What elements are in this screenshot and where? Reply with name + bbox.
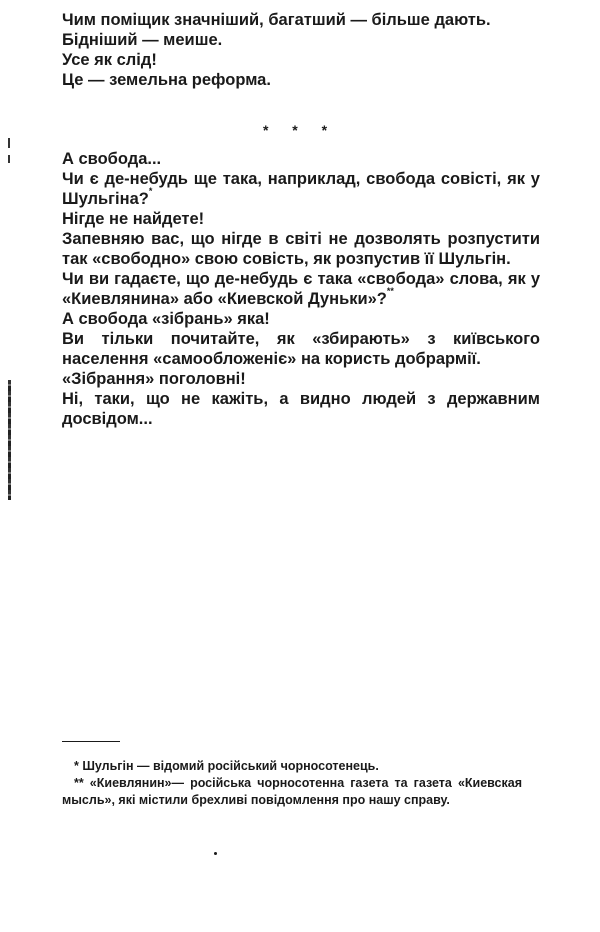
footnote: ** «Киевлянин»— російська чорносотенна газета та газета «Киевская мысль», які містили брехливі повідомлення про нашу справу.	[62, 776, 522, 807]
paragraph	[62, 269, 540, 309]
paragraph: А свобода...	[62, 150, 162, 168]
paragraph: Ні, таки, що не кажіть, а видно людей з державним досвідом...	[62, 390, 540, 428]
footnote: * Шульгін — відомий російський чорносотенець.	[74, 759, 379, 773]
top-text-block	[62, 10, 540, 90]
paragraph-text: Чи є де-небудь ще така, наприклад, свобода совісті, як у Шульгіна?	[62, 170, 540, 208]
page-dot-mark	[214, 852, 217, 855]
text-line: Бідніший — меише.	[62, 31, 223, 49]
footnote-marker: **	[386, 286, 394, 296]
text-line: Чим поміщик значніший, багатший — більше дають.	[62, 11, 491, 29]
main-text-block	[62, 149, 540, 429]
footnotes	[62, 758, 522, 809]
footnote-divider	[62, 741, 120, 742]
margin-scan-mark	[8, 155, 10, 163]
margin-scan-mark	[8, 138, 10, 148]
paragraph: «Зібрання» поголовні!	[62, 370, 246, 388]
paragraph: Нігде не найдете!	[62, 210, 205, 228]
text-line: Усе як слід!	[62, 51, 157, 69]
paragraph: Ви тільки почитайте, як «збирають» з київського населення «самообложеніє» на користь добрармії.	[62, 330, 540, 368]
paragraph: Запевняю вас, що нігде в світі не дозволять розпустити так «свободно» свою совість, як розпустив її Шульгін.	[62, 230, 540, 268]
paragraph: А свобода «зібрань» яка!	[62, 310, 270, 328]
text-line: Це — земельна реформа.	[62, 71, 271, 89]
section-separator: * * *	[262, 122, 338, 138]
paragraph	[62, 169, 540, 209]
margin-scan-mark	[8, 380, 11, 500]
paragraph-text: Чи ви гадаєте, що де-небудь є така «свобода» слова, як у «Киевлянина» або «Киевской Дуньки»?	[62, 270, 540, 308]
footnote-marker: *	[148, 186, 153, 196]
